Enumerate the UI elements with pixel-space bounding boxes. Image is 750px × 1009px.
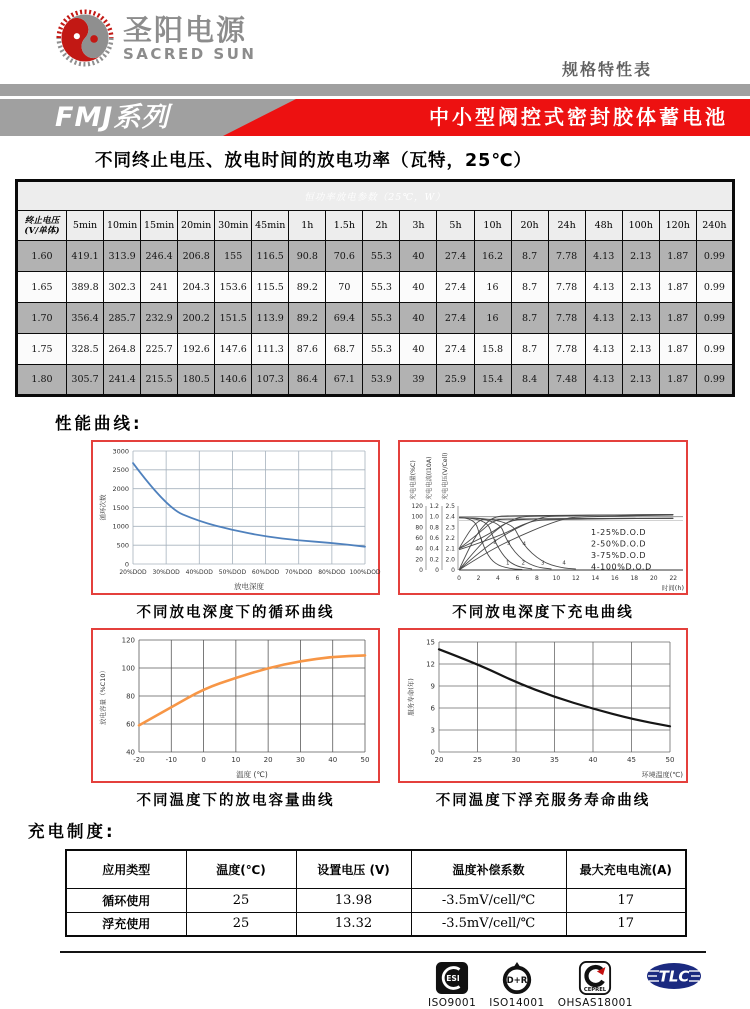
power-table-title-row [17, 181, 734, 211]
svg-text:30: 30 [295, 756, 305, 764]
svg-text:温度 (℃): 温度 (℃) [236, 770, 268, 779]
power-table-col-header: 24h [548, 211, 585, 241]
svg-text:10: 10 [231, 756, 241, 764]
charge-value-cell: 17 [566, 888, 686, 912]
svg-text:服务寿命(年): 服务寿命(年) [406, 678, 415, 716]
power-value-cell: 89.2 [289, 303, 326, 334]
svg-text:3: 3 [506, 540, 510, 547]
page-header [0, 0, 750, 84]
power-value-cell: 153.6 [215, 272, 252, 303]
power-value-cell: 90.8 [289, 241, 326, 272]
end-voltage-cell: 1.65 [17, 272, 67, 303]
svg-text:0: 0 [201, 756, 206, 764]
charge-value-cell: -3.5mV/cell/℃ [411, 888, 566, 912]
power-value-cell: 302.3 [104, 272, 141, 303]
footer-divider [60, 951, 706, 953]
power-value-cell: 1.87 [659, 334, 696, 365]
svg-text:放电容量（%C10）: 放电容量（%C10） [99, 667, 107, 725]
svg-text:20: 20 [649, 575, 658, 582]
power-value-cell: 113.9 [252, 303, 289, 334]
power-value-cell: 4.13 [585, 365, 622, 396]
power-table-col-header: 100h [622, 211, 659, 241]
svg-text:3000: 3000 [112, 447, 129, 456]
series-name: FMJ系列 [55, 102, 170, 133]
svg-text:15: 15 [425, 638, 435, 647]
power-value-cell: 107.3 [252, 365, 289, 396]
series-banner [0, 99, 750, 136]
svg-text:0: 0 [430, 748, 435, 757]
cycle-chart-caption: 不同放电深度下的循环曲线 [136, 605, 335, 621]
power-value-cell: 8.4 [511, 365, 548, 396]
power-table-col-header: 2h [363, 211, 400, 241]
svg-text:放电深度: 放电深度 [234, 582, 264, 591]
svg-text:20: 20 [263, 756, 273, 764]
power-table-header-row [17, 211, 734, 241]
power-value-cell: 27.4 [437, 334, 474, 365]
power-value-cell: 0.99 [696, 334, 733, 365]
power-value-cell: 180.5 [178, 365, 215, 396]
svg-text:18: 18 [629, 575, 638, 582]
charge-table-header-row [66, 850, 686, 888]
svg-text:60: 60 [126, 720, 135, 729]
power-table-row [17, 272, 734, 303]
power-value-cell: 15.4 [474, 365, 511, 396]
chart-cell-capacity [91, 628, 380, 816]
end-voltage-cell: 1.60 [17, 241, 67, 272]
gray-divider-bar [0, 84, 750, 96]
power-value-cell: 2.13 [622, 365, 659, 396]
capacity-temperature-chart [93, 630, 378, 781]
power-table-row [17, 334, 734, 365]
svg-text:8: 8 [534, 575, 539, 582]
power-value-cell: 140.6 [215, 365, 252, 396]
svg-text:6: 6 [515, 575, 519, 582]
svg-text:2.3: 2.3 [444, 524, 455, 532]
power-value-cell: 70.6 [326, 241, 363, 272]
cert-label-iso14001: ISO14001 [489, 997, 545, 1009]
power-table-col-header: 240h [696, 211, 733, 241]
svg-text:4: 4 [522, 541, 526, 548]
charge-table-col-header: 设置电压 (V) [296, 850, 411, 888]
power-value-cell: 4.13 [585, 272, 622, 303]
svg-text:100: 100 [411, 513, 423, 521]
power-value-cell: 356.4 [67, 303, 104, 334]
svg-text:循环次数: 循环次数 [99, 494, 107, 521]
power-value-cell: 1.87 [659, 303, 696, 334]
svg-text:0: 0 [124, 560, 129, 569]
svg-text:2000: 2000 [112, 484, 129, 493]
svg-text:20%DOD: 20%DOD [119, 569, 147, 576]
power-value-cell: 86.4 [289, 365, 326, 396]
page-title: 不同终止电压、放电时间的放电功率（瓦特，25℃） [95, 151, 533, 171]
svg-text:2-50%D.O.D: 2-50%D.O.D [590, 539, 646, 549]
power-table-col-header: 20h [511, 211, 548, 241]
power-value-cell: 2.13 [622, 241, 659, 272]
power-value-cell: 39 [400, 365, 437, 396]
charge-table-col-header: 温度补偿系数 [411, 850, 566, 888]
logo-text [123, 12, 257, 63]
svg-text:50: 50 [360, 756, 370, 764]
svg-text:0.6: 0.6 [428, 535, 439, 542]
charge-table-row [66, 888, 686, 912]
svg-text:40: 40 [414, 545, 423, 553]
power-value-cell: 215.5 [141, 365, 178, 396]
capacity-chart-card [91, 628, 380, 783]
power-value-cell: 7.78 [548, 272, 585, 303]
svg-text:30: 30 [511, 756, 520, 764]
power-value-cell: 40 [400, 334, 437, 365]
power-value-cell: 1.87 [659, 365, 696, 396]
svg-text:0.2: 0.2 [428, 556, 439, 564]
power-table-row [17, 241, 734, 272]
power-value-cell: 115.5 [252, 272, 289, 303]
svg-text:2.0: 2.0 [444, 556, 455, 564]
power-value-cell: 67.1 [326, 365, 363, 396]
svg-text:60: 60 [414, 535, 423, 542]
svg-text:60%DOD: 60%DOD [251, 569, 280, 576]
svg-text:2: 2 [521, 560, 525, 567]
power-value-cell: 89.2 [289, 272, 326, 303]
power-table-col-header: 1h [289, 211, 326, 241]
svg-text:0.8: 0.8 [428, 524, 439, 532]
svg-text:30%DOD: 30%DOD [152, 569, 180, 576]
power-value-cell: 70 [326, 272, 363, 303]
svg-text:22: 22 [668, 575, 677, 582]
svg-text:充电电量(%C): 充电电量(%C) [409, 460, 417, 500]
power-value-cell: 0.99 [696, 303, 733, 334]
power-value-cell: 55.3 [363, 272, 400, 303]
cert-iso9001 [428, 961, 476, 1009]
svg-text:80%DOD: 80%DOD [318, 569, 346, 576]
svg-text:80: 80 [414, 524, 423, 532]
power-value-cell: 305.7 [67, 365, 104, 396]
power-value-cell: 55.3 [363, 241, 400, 272]
svg-text:20: 20 [434, 756, 443, 764]
cert-ohsas18001 [558, 961, 633, 1009]
power-value-cell: 40 [400, 303, 437, 334]
svg-text:-20: -20 [133, 756, 145, 764]
charge-value-cell: 25 [186, 912, 296, 936]
power-value-cell: 0.99 [696, 241, 733, 272]
svg-text:6: 6 [430, 704, 435, 713]
power-value-cell: 147.6 [215, 334, 252, 365]
svg-text:D+R: D+R [506, 976, 528, 987]
cert-tlc [646, 961, 702, 997]
cert-label-ohsas18001: OHSAS18001 [557, 997, 633, 1009]
power-table-col-header: 10h [474, 211, 511, 241]
svg-text:1: 1 [479, 538, 483, 545]
power-value-cell: 69.4 [326, 303, 363, 334]
power-value-cell: 27.4 [437, 272, 474, 303]
cycle-curve-chart [93, 442, 381, 593]
power-table-col-header: 10min [104, 211, 141, 241]
svg-text:4: 4 [561, 560, 566, 567]
svg-text:4-100%D.O.D: 4-100%D.O.D [590, 562, 652, 572]
curves-section-label: 性能曲线: [55, 414, 143, 433]
power-table-col-header: 1.5h [326, 211, 363, 241]
svg-text:45: 45 [626, 756, 636, 764]
svg-text:50: 50 [665, 756, 674, 764]
capacity-chart-caption: 不同温度下的放电容量曲线 [136, 793, 335, 809]
tlc-cert-icon [646, 961, 702, 995]
svg-text:1-25%D.O.D: 1-25%D.O.D [590, 528, 646, 537]
svg-text:1.2: 1.2 [428, 503, 439, 510]
power-value-cell: 192.6 [178, 334, 215, 365]
power-table-title: 恒功率放电参数（25℃，W） [17, 181, 734, 211]
svg-text:0.4: 0.4 [428, 545, 439, 553]
power-table-col-header: 3h [400, 211, 437, 241]
power-value-cell: 55.3 [363, 334, 400, 365]
power-value-cell: 241 [141, 272, 178, 303]
certification-logos [0, 961, 702, 1009]
power-value-cell: 206.8 [178, 241, 215, 272]
power-value-cell: 1.87 [659, 272, 696, 303]
power-value-cell: 16.2 [474, 241, 511, 272]
dhr-cert-icon [500, 961, 534, 995]
power-value-cell: 116.5 [252, 241, 289, 272]
svg-text:40: 40 [126, 748, 135, 757]
cesi-cert-icon [435, 961, 469, 995]
power-value-cell: 68.7 [326, 334, 363, 365]
svg-text:100%DOD: 100%DOD [349, 569, 381, 576]
chart-cell-charge [398, 440, 688, 628]
charge-table-col-header: 应用类型 [66, 850, 186, 888]
svg-text:3-75%D.O.D: 3-75%D.O.D [590, 551, 646, 560]
float-life-chart-card [398, 628, 688, 783]
svg-text:TLC: TLC [658, 967, 690, 986]
svg-text:-10: -10 [165, 756, 178, 764]
svg-text:50%DOD: 50%DOD [218, 569, 247, 576]
charge-value-cell: 浮充使用 [66, 912, 186, 936]
end-voltage-cell: 1.70 [17, 303, 67, 334]
svg-text:时间(h): 时间(h) [661, 584, 684, 592]
svg-text:70%DOD: 70%DOD [285, 569, 313, 576]
power-value-cell: 15.8 [474, 334, 511, 365]
power-value-cell: 111.3 [252, 334, 289, 365]
end-voltage-cell: 1.75 [17, 334, 67, 365]
power-value-cell: 7.78 [548, 303, 585, 334]
chart-cell-float-life [398, 628, 688, 816]
power-table-row [17, 365, 734, 396]
power-value-cell: 55.3 [363, 303, 400, 334]
svg-text:80: 80 [126, 692, 135, 701]
power-table-col-header: 45min [252, 211, 289, 241]
ceprel-cert-icon [578, 961, 612, 995]
power-table-col-header: 5min [67, 211, 104, 241]
charge-value-cell: 25 [186, 888, 296, 912]
svg-text:14: 14 [591, 575, 599, 582]
svg-text:0: 0 [456, 575, 461, 582]
logo-en-text: SACRED SUN [123, 44, 257, 63]
power-table-col-header: 120h [659, 211, 696, 241]
svg-text:1000: 1000 [112, 522, 129, 531]
power-value-cell: 27.4 [437, 241, 474, 272]
svg-text:9: 9 [430, 682, 435, 691]
svg-text:充电电流(I10A): 充电电流(I10A) [425, 456, 433, 500]
power-value-cell: 204.3 [178, 272, 215, 303]
svg-text:1: 1 [505, 560, 509, 567]
svg-text:16: 16 [610, 575, 619, 582]
power-table-corner-cell: 终止电压 (V/单体) [17, 211, 67, 241]
company-logo [56, 9, 256, 67]
float-life-chart [401, 630, 686, 781]
power-table-wrap [15, 179, 735, 397]
power-value-cell: 225.7 [141, 334, 178, 365]
svg-text:3: 3 [430, 726, 435, 735]
charge-value-cell: 13.32 [296, 912, 411, 936]
svg-text:CEPREL: CEPREL [584, 986, 607, 993]
power-value-cell: 246.4 [141, 241, 178, 272]
power-value-cell: 8.7 [511, 303, 548, 334]
power-value-cell: 53.9 [363, 365, 400, 396]
svg-text:120: 120 [411, 503, 423, 510]
svg-text:2: 2 [476, 575, 480, 582]
power-value-cell: 0.99 [696, 272, 733, 303]
power-value-cell: 155 [215, 241, 252, 272]
power-value-cell: 264.8 [104, 334, 141, 365]
power-value-cell: 2.13 [622, 272, 659, 303]
power-value-cell: 16 [474, 272, 511, 303]
power-value-cell: 8.7 [511, 272, 548, 303]
power-value-cell: 25.9 [437, 365, 474, 396]
power-value-cell: 389.8 [67, 272, 104, 303]
svg-text:40%DOD: 40%DOD [185, 569, 213, 576]
svg-text:ESI: ESI [446, 973, 460, 983]
charge-value-cell: 13.98 [296, 888, 411, 912]
power-table-col-header: 48h [585, 211, 622, 241]
power-value-cell: 40 [400, 272, 437, 303]
svg-text:0: 0 [434, 567, 439, 574]
charge-table-col-header: 最大充电电流(A) [566, 850, 686, 888]
product-type-label: 中小型阀控式密封胶体蓄电池 [429, 105, 728, 129]
power-value-cell: 27.4 [437, 303, 474, 334]
svg-text:10: 10 [552, 575, 560, 582]
power-value-cell: 151.5 [215, 303, 252, 334]
power-value-cell: 2.13 [622, 303, 659, 334]
power-value-cell: 4.13 [585, 241, 622, 272]
power-value-cell: 313.9 [104, 241, 141, 272]
power-table-col-header: 20min [178, 211, 215, 241]
power-table-col-header: 30min [215, 211, 252, 241]
svg-text:25: 25 [472, 756, 482, 764]
svg-text:2.4: 2.4 [444, 513, 455, 521]
charge-chart-card [398, 440, 688, 595]
cert-iso14001 [489, 961, 544, 1009]
svg-text:12: 12 [571, 575, 580, 582]
svg-text:2: 2 [492, 539, 497, 546]
svg-text:2500: 2500 [112, 466, 129, 475]
charge-section-label: 充电制度: [28, 822, 116, 841]
power-value-cell: 285.7 [104, 303, 141, 334]
charge-table-col-header: 温度(℃) [186, 850, 296, 888]
power-value-cell: 8.7 [511, 241, 548, 272]
charge-value-cell: 17 [566, 912, 686, 936]
power-value-cell: 2.13 [622, 334, 659, 365]
cycle-chart-card [91, 440, 380, 595]
power-value-cell: 40 [400, 241, 437, 272]
svg-text:2.2: 2.2 [444, 535, 455, 542]
power-value-cell: 87.6 [289, 334, 326, 365]
svg-text:3: 3 [540, 560, 545, 567]
charge-value-cell: 循环使用 [66, 888, 186, 912]
svg-text:35: 35 [549, 756, 559, 764]
svg-text:1500: 1500 [112, 503, 129, 512]
svg-text:2.5: 2.5 [444, 503, 455, 510]
power-value-cell: 1.87 [659, 241, 696, 272]
svg-text:充电电压(V/Cell): 充电电压(V/Cell) [441, 452, 449, 500]
cert-label-iso9001: ISO9001 [428, 997, 477, 1009]
power-value-cell: 232.9 [141, 303, 178, 334]
svg-text:40: 40 [328, 756, 338, 764]
svg-text:500: 500 [116, 541, 129, 550]
power-table-col-header: 5h [437, 211, 474, 241]
power-value-cell: 4.13 [585, 334, 622, 365]
float-life-chart-caption: 不同温度下浮充服务寿命曲线 [435, 793, 651, 809]
power-value-cell: 328.5 [67, 334, 104, 365]
svg-text:4: 4 [495, 575, 500, 582]
svg-text:12: 12 [425, 660, 435, 669]
svg-text:120: 120 [121, 636, 135, 645]
power-value-cell: 7.78 [548, 334, 585, 365]
logo-cn-text: 圣阳电源 [123, 12, 248, 47]
charge-curve-chart [401, 442, 686, 593]
svg-text:1.0: 1.0 [428, 513, 439, 521]
charge-table-row [66, 912, 686, 936]
power-value-cell: 241.4 [104, 365, 141, 396]
page-footer [0, 951, 750, 1009]
svg-text:0: 0 [450, 567, 455, 574]
power-value-cell: 7.78 [548, 241, 585, 272]
charge-value-cell: -3.5mV/cell/℃ [411, 912, 566, 936]
power-value-cell: 4.13 [585, 303, 622, 334]
power-value-cell: 8.7 [511, 334, 548, 365]
charge-chart-caption: 不同放电深度下充电曲线 [452, 605, 634, 621]
power-value-cell: 200.2 [178, 303, 215, 334]
svg-text:20: 20 [414, 556, 423, 564]
svg-text:环境温度(℃): 环境温度(℃) [641, 771, 683, 779]
power-table-row [17, 303, 734, 334]
charge-table [65, 849, 687, 937]
chart-cell-cycle [91, 440, 380, 628]
power-value-cell: 7.48 [548, 365, 585, 396]
end-voltage-cell: 1.80 [17, 365, 67, 396]
power-value-cell: 419.1 [67, 241, 104, 272]
svg-text:2.1: 2.1 [444, 545, 455, 553]
sacred-sun-logo-icon [56, 9, 114, 67]
doc-type-label: 规格特性表 [561, 60, 652, 79]
charts-grid [91, 440, 750, 816]
power-value-cell: 0.99 [696, 365, 733, 396]
svg-text:0: 0 [418, 567, 423, 574]
power-table-col-header: 15min [141, 211, 178, 241]
svg-text:40: 40 [588, 756, 597, 764]
power-value-cell: 16 [474, 303, 511, 334]
power-table [15, 179, 735, 397]
svg-text:100: 100 [121, 664, 135, 673]
